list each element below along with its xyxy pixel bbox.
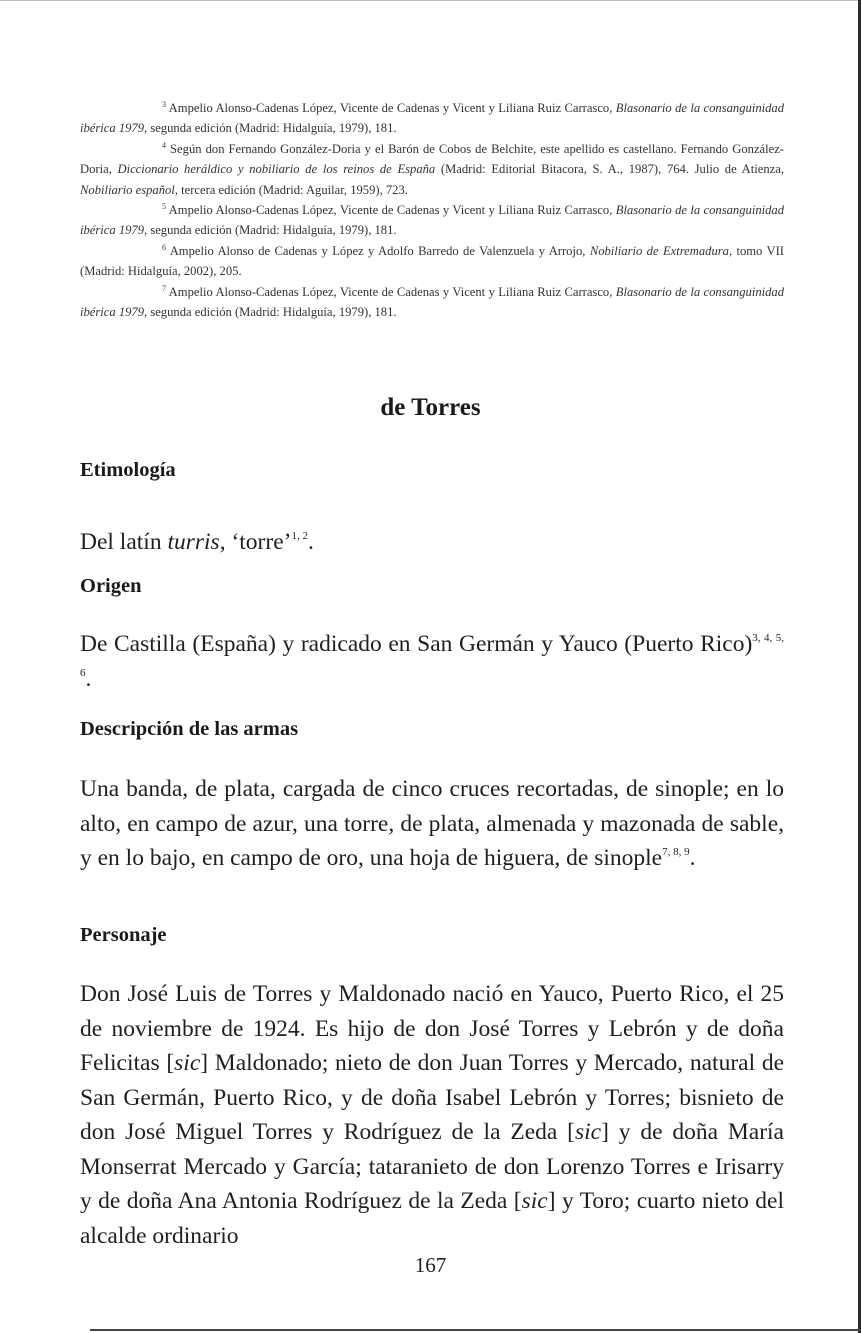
page-number: 167 [414, 1253, 447, 1277]
origen-text: De Castilla (España) y radicado en San Germán y Yauco (Puerto Rico)$^{3, 4, 5, 6}$. [80, 631, 784, 692]
heading-origen: Origen [80, 575, 142, 597]
scan-bottom-edge [90, 1329, 861, 1331]
footnote-7: $^7$ Ampelio Alonso-Cadenas López, Vicente de Cadenas y Vicent y Liliana Ruiz Carrasco, Blasonario de la consanguinidad ibérica 1979, segunda edición (Madrid: Hidalguía, 1979), 181. [80, 283, 785, 320]
footnote-4: $^4$ Según don Fernando González-Doria y el Barón de Cobos de Belchite, este apellido es castellano. Fernando González-Doria, Diccionario heráldico y nobiliario de los reinos de España (Madrid: Editorial Bitacora, S. A., 1987), 764. Julio de Atienza, Nobiliario español, tercera edición (Madrid: Aguilar, 1959), 723. [80, 140, 784, 197]
footnotes-block [80, 98, 784, 322]
etimologia-text: Del latín turris, ‘torre’$^{1, 2}$. [80, 529, 314, 555]
heading-descripcion: Descripción de las armas [80, 718, 299, 740]
heading-personaje: Personaje [80, 924, 167, 946]
scan-top-edge [0, 0, 861, 1]
footnote-6: $^6$ Ampelio Alonso de Cadenas y López y Adolfo Barredo de Valenzuela y Arrojo, Nobiliario de Extremadura, tomo VII (Madrid: Hidalguía, 2002), 205. [80, 242, 784, 279]
personaje-text: Don José Luis de Torres y Maldonado nació en Yauco, Puerto Rico, el 25 de noviembre de 1924. Es hijo de don José Torres y Lebrón y de doña Felicitas [sic] Maldonado; nieto de don Juan Torres y Mercado, natural de San Germán, Puerto Rico, y de doña Isabel Lebrón y Torres; bisnieto de don José Miguel Torres y Rodríguez de la Zeda [sic] y de doña María Monserrat Mercado y García; tataranieto de don Lorenzo Torres e Irisarry y de doña Ana Antonia Rodríguez de la Zeda [sic] y Toro; cuarto nieto del alcalde ordinario [80, 981, 784, 1249]
footnote-5: $^5$ Ampelio Alonso-Cadenas López, Vicente de Cadenas y Vicent y Liliana Ruiz Carrasco, Blasonario de la consanguinidad ibérica 1979, segunda edición (Madrid: Hidalguía, 1979), 181. [80, 202, 785, 238]
footnote-3: $^3$ Ampelio Alonso-Cadenas López, Vicente de Cadenas y Vicent y Liliana Ruiz Carrasco, Blasonario de la consanguinidad ibérica 1979, segunda edición (Madrid: Hidalguía, 1979), 181. [80, 100, 785, 136]
surname-title: de Torres [380, 394, 481, 421]
descripcion-text: Una banda, de plata, cargada de cinco cruces recortadas, de sinople; en lo alto, en campo de azur, una torre, de plata, almenada y mazonada de sable, y en lo bajo, en campo de oro, una hoja de higuera, de sinople$^{7, 8, 9}$. [80, 776, 784, 871]
heading-etimologia: Etimología [80, 459, 176, 481]
